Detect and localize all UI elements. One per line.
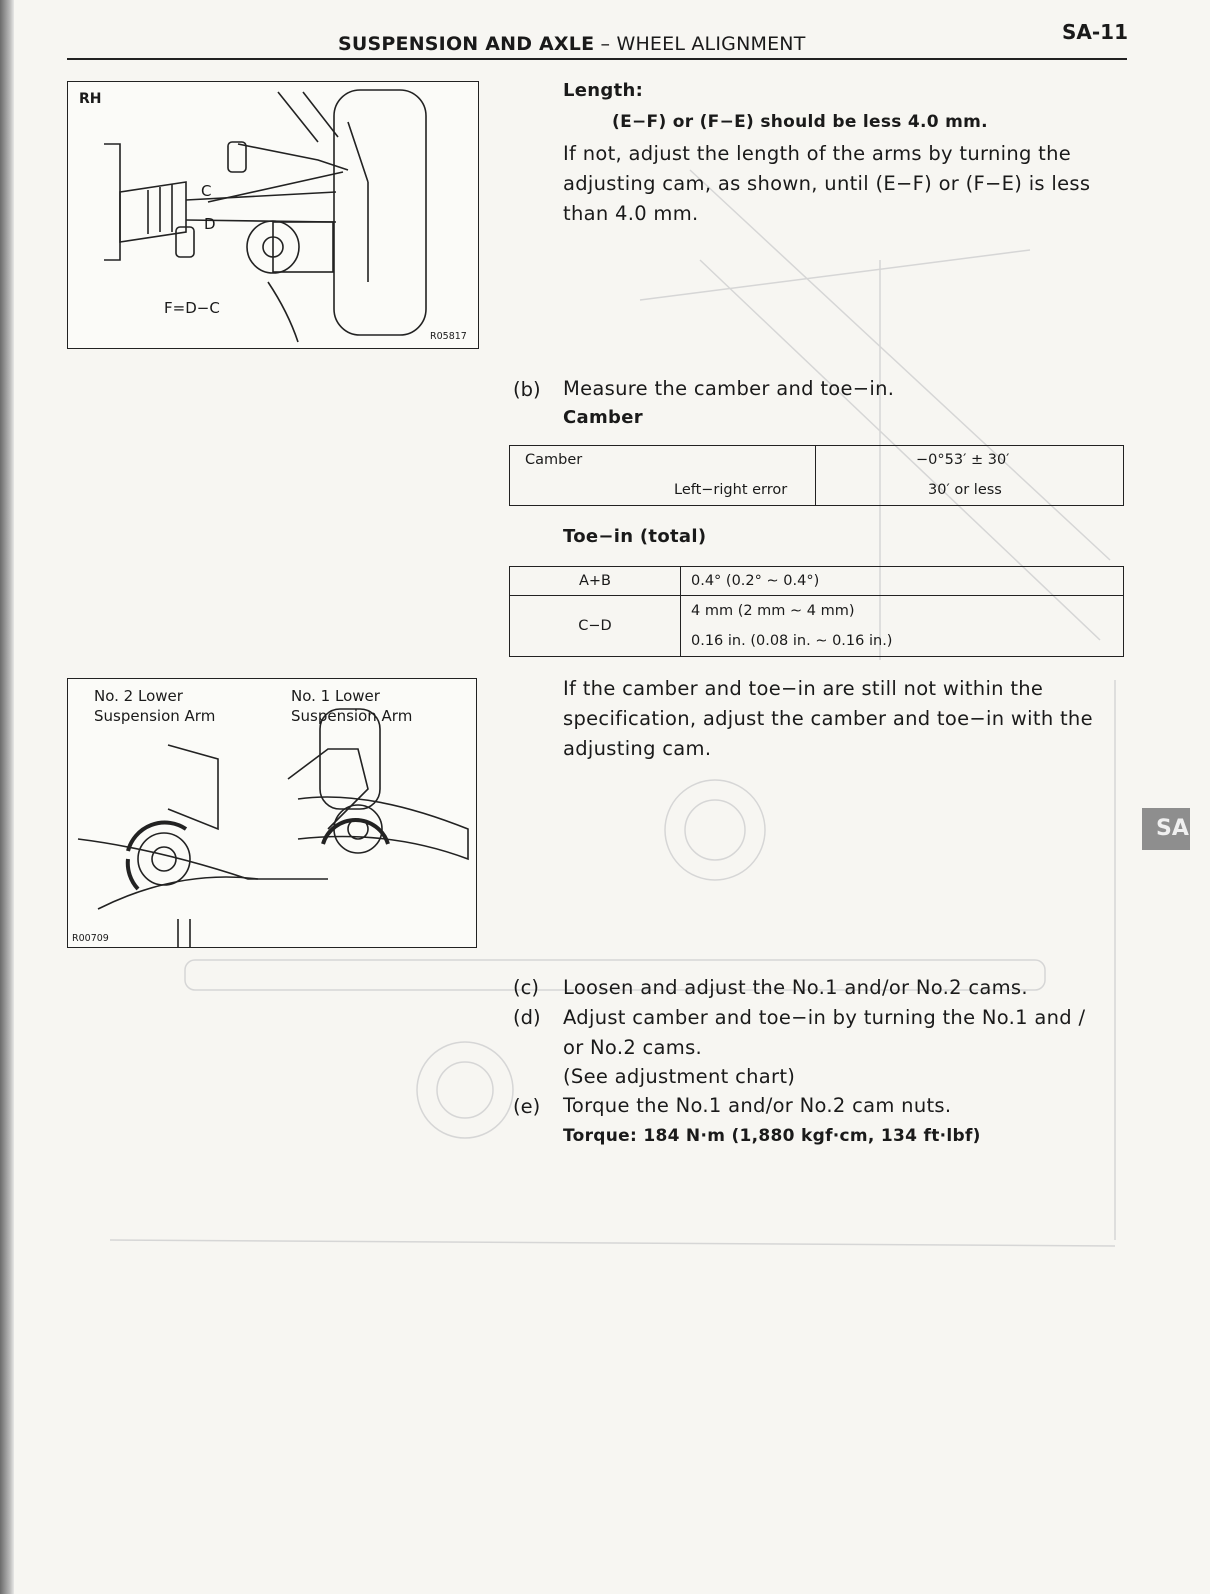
torque-spec: Torque: 184 N·m (1,880 kgf·cm, 134 ft·lbf) (563, 1126, 981, 1146)
step-d-line-3: (See adjustment chart) (563, 1065, 796, 1088)
toe-row2-value-mm: 4 mm (2 mm ∼ 4 mm) (691, 603, 855, 619)
header-rule (67, 58, 1127, 60)
figure2-right-label-2: Suspension Arm (291, 707, 413, 725)
figure1-label-c: C (201, 182, 212, 200)
section-side-tab: SA (1142, 808, 1190, 850)
figure2-right-label-1: No. 1 Lower (291, 687, 380, 705)
figure-lower-arm-cams (67, 678, 477, 948)
figure2-code: R00709 (72, 933, 109, 944)
figure1-side-label: RH (79, 91, 102, 107)
toe-in-spec-table (509, 566, 1124, 657)
camber-sub-value: 30′ or less (928, 482, 1002, 498)
suspension-linkage-illustration (68, 82, 478, 348)
camber-heading: Camber (563, 407, 643, 428)
length-heading: Length: (563, 80, 644, 101)
toe-in-heading: Toe−in (total) (563, 526, 707, 547)
toe-row1-value: 0.4° (0.2° ∼ 0.4°) (681, 567, 1124, 596)
step-c-marker: (c) (513, 976, 539, 999)
length-line-2: adjusting cam, as shown, until (E−F) or (F−E) is less (563, 172, 1091, 195)
page-number: SA-11 (1062, 20, 1129, 44)
camber-sub-label: Left−right error (674, 482, 788, 498)
camber-spec-table (509, 445, 1124, 506)
figure2-left-label-2: Suspension Arm (94, 707, 216, 725)
step-b-text: Measure the camber and toe−in. (563, 377, 895, 400)
figure-rh-arm-length (67, 81, 479, 349)
step-c-line-1: Loosen and adjust the No.1 and/or No.2 cams. (563, 976, 1028, 999)
camber-value: −0°53′ ± 30′ (916, 452, 1010, 468)
if-camber-line-3: adjusting cam. (563, 737, 712, 760)
length-spec: (E−F) or (F−E) should be less 4.0 mm. (612, 112, 988, 132)
figure1-formula: F=D−C (164, 299, 220, 317)
camber-label: Camber (525, 452, 583, 468)
if-camber-line-1: If the camber and toe−in are still not within the (563, 677, 1044, 700)
figure2-left-label-1: No. 2 Lower (94, 687, 183, 705)
toe-row2-value-cell (681, 596, 1124, 657)
step-e-line-1: Torque the No.1 and/or No.2 cam nuts. (563, 1094, 952, 1117)
header-title-bold: SUSPENSION AND AXLE (338, 33, 595, 55)
figure1-label-d: D (204, 215, 216, 233)
step-d-line-2: or No.2 cams. (563, 1036, 703, 1059)
page-header-title (338, 33, 806, 55)
step-d-line-1: Adjust camber and toe−in by turning the No.1 and / (563, 1006, 1086, 1029)
figure1-code: R05817 (430, 331, 467, 342)
header-title-plain: WHEEL ALIGNMENT (616, 33, 806, 55)
toe-row2-label: C−D (510, 596, 681, 657)
camber-label-cell (510, 446, 816, 506)
toe-row1-label: A+B (510, 567, 681, 596)
header-title-sep: – (594, 33, 617, 55)
camber-value-cell (816, 446, 1124, 506)
step-b-marker: (b) (513, 378, 541, 401)
length-line-3: than 4.0 mm. (563, 202, 699, 225)
toe-row2-value-in: 0.16 in. (0.08 in. ∼ 0.16 in.) (691, 633, 893, 649)
step-e-marker: (e) (513, 1095, 541, 1118)
length-line-1: If not, adjust the length of the arms by turning the (563, 142, 1072, 165)
step-d-marker: (d) (513, 1006, 541, 1029)
if-camber-line-2: specification, adjust the camber and toe−in with the (563, 707, 1093, 730)
